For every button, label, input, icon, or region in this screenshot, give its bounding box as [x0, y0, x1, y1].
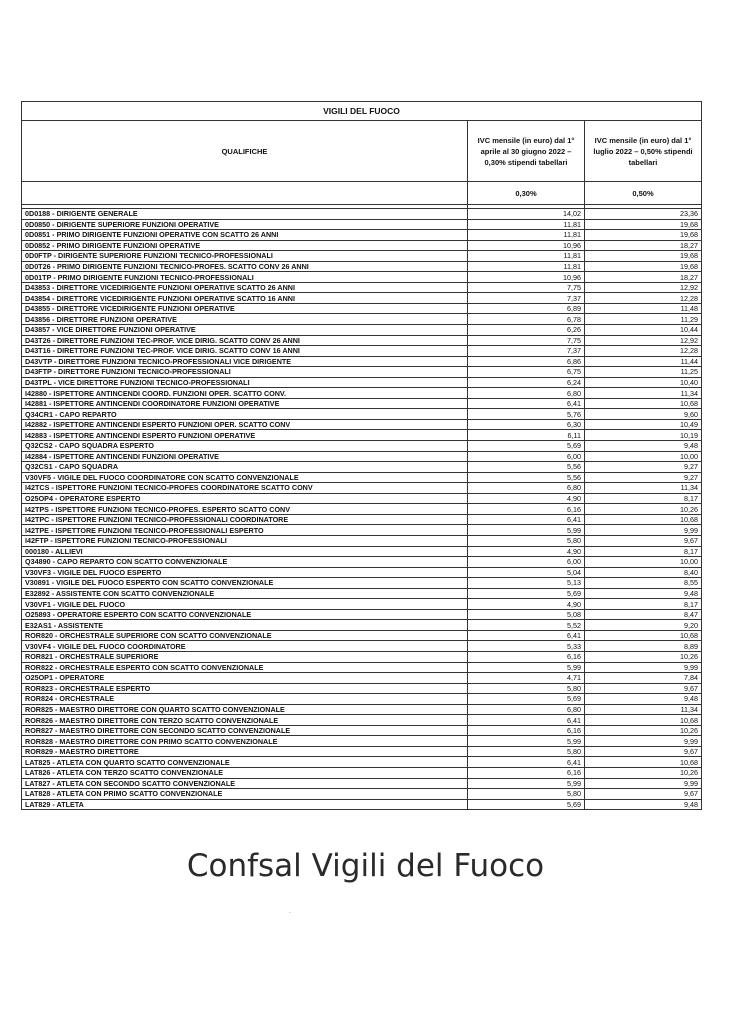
ivc-050-cell: 10,26 [585, 725, 702, 736]
qualifica-cell: D43855 - DIRETTORE VICEDIRIGENTE FUNZIONI OPERATIVE [22, 303, 468, 314]
table-row [22, 451, 702, 462]
qualifica-cell: I42882 - ISPETTORE ANTINCENDI ESPERTO FUNZIONI OPER. SCATTO CONV [22, 419, 468, 430]
qualifica-cell: I42884 - ISPETTORE ANTINCENDI FUNZIONI OPERATIVE [22, 451, 468, 462]
qualifica-cell: LAT827 - ATLETA CON SECONDO SCATTO CONVENZIONALE [22, 778, 468, 789]
qualifica-cell: I42881 - ISPETTORE ANTINCENDI COORDINATORE FUNZIONI OPERATIVE [22, 398, 468, 409]
qualifica-cell: Q32CS2 - CAPO SQUADRA ESPERTO [22, 441, 468, 452]
ivc-030-cell: 6,41 [468, 398, 585, 409]
ivc-030-cell: 6,89 [468, 303, 585, 314]
table-row [22, 609, 702, 620]
qualifica-cell: ROR823 - ORCHESTRALE ESPERTO [22, 683, 468, 694]
qualifica-cell: V30VF1 - VIGILE DEL FUOCO [22, 599, 468, 610]
table-row [22, 303, 702, 314]
qualifica-cell: I42TPC - ISPETTORE FUNZIONI TECNICO-PROFESSIONALI COORDINATORE [22, 514, 468, 525]
percent-empty-cell [22, 182, 468, 205]
ivc-050-cell: 9,99 [585, 778, 702, 789]
qualifica-cell: 000180 - ALLIEVI [22, 546, 468, 557]
ivc-050-cell: 8,17 [585, 493, 702, 504]
ivc-050-cell: 12,28 [585, 293, 702, 304]
table-title: VIGILI DEL FUOCO [22, 102, 702, 121]
ivc-030-cell: 5,76 [468, 409, 585, 420]
ivc-030-cell: 6,16 [468, 651, 585, 662]
ivc-050-cell: 11,48 [585, 303, 702, 314]
ivc-050-cell: 10,00 [585, 557, 702, 568]
table-row [22, 240, 702, 251]
ivc-050-cell: 8,40 [585, 567, 702, 578]
table-row [22, 514, 702, 525]
qualifica-cell: 0D01TP - PRIMO DIRIGENTE FUNZIONI TECNICO-PROFESSIONALI [22, 272, 468, 283]
ivc-030-cell: 7,75 [468, 335, 585, 346]
ivc-050-cell: 7,84 [585, 673, 702, 684]
ivc-050-cell: 9,99 [585, 736, 702, 747]
ivc-050-cell: 11,34 [585, 483, 702, 494]
qualifica-cell: ROR827 - MAESTRO DIRETTORE CON SECONDO SCATTO CONVENZIONALE [22, 725, 468, 736]
qualifica-cell: D43FTP - DIRETTORE FUNZIONI TECNICO-PROFESSIONALI [22, 367, 468, 378]
ivc-030-cell: 4,90 [468, 493, 585, 504]
ivc-030-cell: 5,99 [468, 525, 585, 536]
ivc-050-cell: 10,26 [585, 651, 702, 662]
ivc-030-cell: 5,56 [468, 462, 585, 473]
ivc-050-cell: 9,99 [585, 662, 702, 673]
ivc-050-cell: 23,36 [585, 209, 702, 220]
ivc-030-cell: 6,00 [468, 557, 585, 568]
ivc-030-cell: 7,37 [468, 293, 585, 304]
table-row [22, 799, 702, 810]
ivc-030-cell: 5,80 [468, 789, 585, 800]
table-row [22, 778, 702, 789]
ivc-030-cell: 5,99 [468, 662, 585, 673]
ivc-030-cell: 4,90 [468, 599, 585, 610]
ivc-030-cell: 4,71 [468, 673, 585, 684]
ivc-030-cell: 6,78 [468, 314, 585, 325]
table-row [22, 388, 702, 399]
table-row [22, 335, 702, 346]
table-row [22, 293, 702, 304]
table-row [22, 282, 702, 293]
qualifica-cell: D43853 - DIRETTORE VICEDIRIGENTE FUNZIONI OPERATIVE SCATTO 26 ANNI [22, 282, 468, 293]
table-row [22, 557, 702, 568]
qualifica-cell: O25OP1 - OPERATORE [22, 673, 468, 684]
qualifica-cell: LAT829 - ATLETA [22, 799, 468, 810]
qualifica-cell: I42TCS - ISPETTORE FUNZIONI TECNICO-PROFES COORDINATORE SCATTO CONV [22, 483, 468, 494]
table-row [22, 251, 702, 262]
ivc-030-cell: 6,00 [468, 451, 585, 462]
ivc-050-cell: 12,92 [585, 282, 702, 293]
ivc-030-cell: 11,81 [468, 219, 585, 230]
footer-title: Confsal Vigili del Fuoco [186, 848, 545, 884]
table-row [22, 789, 702, 800]
qualifica-cell: ROR820 - ORCHESTRALE SUPERIORE CON SCATTO CONVENZIONALE [22, 630, 468, 641]
ivc-050-cell: 12,28 [585, 346, 702, 357]
ivc-050-cell: 11,29 [585, 314, 702, 325]
header-ivc-col2: IVC mensile (in euro) dal 1° luglio 2022 – 0,50% stipendi tabellari [585, 121, 702, 182]
ivc-030-cell: 5,80 [468, 746, 585, 757]
qualifica-cell: I42FTP - ISPETTORE FUNZIONI TECNICO-PROFESSIONALI [22, 535, 468, 546]
percent-row [22, 182, 702, 205]
table-row [22, 419, 702, 430]
table-row [22, 662, 702, 673]
qualifica-cell: ROR822 - ORCHESTRALE ESPERTO CON SCATTO CONVENZIONALE [22, 662, 468, 673]
qualifica-cell: O25OP4 - OPERATORE ESPERTO [22, 493, 468, 504]
qualifica-cell: I42TPE - ISPETTORE FUNZIONI TECNICO-PROFESSIONALI ESPERTO [22, 525, 468, 536]
table-row [22, 704, 702, 715]
ivc-030-cell: 6,16 [468, 504, 585, 515]
table-row [22, 651, 702, 662]
qualifica-cell: ROR828 - MAESTRO DIRETTORE CON PRIMO SCATTO CONVENZIONALE [22, 736, 468, 747]
ivc-030-cell: 11,81 [468, 261, 585, 272]
table-row [22, 398, 702, 409]
ivc-050-cell: 9,27 [585, 472, 702, 483]
ivc-050-cell: 10,44 [585, 325, 702, 336]
ivc-030-cell: 6,41 [468, 630, 585, 641]
footer-mark: ´ [289, 913, 291, 919]
ivc-050-cell: 19,68 [585, 219, 702, 230]
table-row [22, 346, 702, 357]
document-table-container [21, 101, 701, 810]
ivc-050-cell: 9,99 [585, 525, 702, 536]
ivc-050-cell: 18,27 [585, 272, 702, 283]
ivc-030-cell: 5,69 [468, 588, 585, 599]
table-row [22, 567, 702, 578]
table-row [22, 641, 702, 652]
qualifica-cell: 0D0850 - DIRIGENTE SUPERIORE FUNZIONI OPERATIVE [22, 219, 468, 230]
table-row [22, 367, 702, 378]
table-row [22, 219, 702, 230]
ivc-030-cell: 6,80 [468, 704, 585, 715]
qualifica-cell: I42TPS - ISPETTORE FUNZIONI TECNICO-PROFES. ESPERTO SCATTO CONV [22, 504, 468, 515]
table-row [22, 620, 702, 631]
ivc-030-cell: 5,69 [468, 694, 585, 705]
qualifica-cell: V30VF5 - VIGILE DEL FUOCO COORDINATORE CON SCATTO CONVENZIONALE [22, 472, 468, 483]
ivc-030-cell: 6,41 [468, 715, 585, 726]
table-row [22, 673, 702, 684]
table-row [22, 746, 702, 757]
qualifica-cell: ROR829 - MAESTRO DIRETTORE [22, 746, 468, 757]
ivc-050-cell: 10,49 [585, 419, 702, 430]
ivc-050-cell: 10,68 [585, 757, 702, 768]
qualifica-cell: Q34CR1 - CAPO REPARTO [22, 409, 468, 420]
ivc-050-cell: 12,92 [585, 335, 702, 346]
qualifica-cell: D43VTP - DIRETTORE FUNZIONI TECNICO-PROFESSIONALI VICE DIRIGENTE [22, 356, 468, 367]
qualifica-cell: D43856 - DIRETTORE FUNZIONI OPERATIVE [22, 314, 468, 325]
qualifica-cell: D43TPL - VICE DIRETTORE FUNZIONI TECNICO-PROFESSIONALI [22, 377, 468, 388]
header-ivc-col1: IVC mensile (in euro) dal 1° aprile al 30 giugno 2022 – 0,30% stipendi tabellari [468, 121, 585, 182]
ivc-030-cell: 10,96 [468, 272, 585, 283]
ivc-050-cell: 9,67 [585, 535, 702, 546]
table-row [22, 377, 702, 388]
qualifica-cell: V30VF4 - VIGILE DEL FUOCO COORDINATORE [22, 641, 468, 652]
table-row [22, 767, 702, 778]
percent-col2: 0,50% [585, 182, 702, 205]
ivc-050-cell: 18,27 [585, 240, 702, 251]
header-qualifiche: QUALIFICHE [22, 121, 468, 182]
ivc-050-cell: 9,48 [585, 799, 702, 810]
table-row [22, 630, 702, 641]
ivc-050-cell: 10,00 [585, 451, 702, 462]
ivc-050-cell: 8,55 [585, 578, 702, 589]
table-row [22, 325, 702, 336]
table-row [22, 493, 702, 504]
ivc-030-cell: 6,24 [468, 377, 585, 388]
qualifica-cell: D43T16 - DIRETTORE FUNZIONI TEC-PROF. VICE DIRIG. SCATTO CONV 16 ANNI [22, 346, 468, 357]
table-row [22, 578, 702, 589]
ivc-050-cell: 9,48 [585, 441, 702, 452]
ivc-030-cell: 6,75 [468, 367, 585, 378]
ivc-050-cell: 11,34 [585, 388, 702, 399]
ivc-050-cell: 8,17 [585, 546, 702, 557]
ivc-030-cell: 5,69 [468, 799, 585, 810]
ivc-030-cell: 6,16 [468, 767, 585, 778]
ivc-050-cell: 9,27 [585, 462, 702, 473]
qualifica-cell: Q32CS1 - CAPO SQUADRA [22, 462, 468, 473]
ivc-030-cell: 6,26 [468, 325, 585, 336]
ivc-050-cell: 9,48 [585, 694, 702, 705]
ivc-050-cell: 11,25 [585, 367, 702, 378]
qualifica-cell: ROR825 - MAESTRO DIRETTORE CON QUARTO SCATTO CONVENZIONALE [22, 704, 468, 715]
header-row [22, 121, 702, 182]
table-row [22, 694, 702, 705]
ivc-030-cell: 5,80 [468, 535, 585, 546]
qualifica-cell: D43854 - DIRETTORE VICEDIRIGENTE FUNZIONI OPERATIVE SCATTO 16 ANNI [22, 293, 468, 304]
ivc-050-cell: 11,44 [585, 356, 702, 367]
qualifica-cell: 0D0188 - DIRIGENTE GENERALE [22, 209, 468, 220]
table-row [22, 683, 702, 694]
qualifica-cell: LAT825 - ATLETA CON QUARTO SCATTO CONVENZIONALE [22, 757, 468, 768]
table-row [22, 715, 702, 726]
table-row [22, 409, 702, 420]
ivc-050-cell: 10,40 [585, 377, 702, 388]
ivc-030-cell: 5,04 [468, 567, 585, 578]
ivc-030-cell: 5,08 [468, 609, 585, 620]
ivc-030-cell: 5,99 [468, 778, 585, 789]
ivc-030-cell: 11,81 [468, 251, 585, 262]
table-body [22, 209, 702, 810]
table-row [22, 462, 702, 473]
table-row [22, 725, 702, 736]
table-row [22, 209, 702, 220]
ivc-table [21, 101, 702, 810]
ivc-050-cell: 10,68 [585, 514, 702, 525]
table-row [22, 472, 702, 483]
table-row [22, 535, 702, 546]
qualifica-cell: 0D0FTP - DIRIGENTE SUPERIORE FUNZIONI TECNICO-PROFESSIONALI [22, 251, 468, 262]
ivc-030-cell: 6,41 [468, 514, 585, 525]
table-row [22, 272, 702, 283]
ivc-030-cell: 10,96 [468, 240, 585, 251]
table-title-row [22, 102, 702, 121]
qualifica-cell: 0D0T26 - PRIMO DIRIGENTE FUNZIONI TECNICO-PROFES. SCATTO CONV 26 ANNI [22, 261, 468, 272]
table-row [22, 525, 702, 536]
table-row [22, 599, 702, 610]
ivc-030-cell: 5,56 [468, 472, 585, 483]
ivc-030-cell: 11,81 [468, 230, 585, 241]
qualifica-cell: I42880 - ISPETTORE ANTINCENDI COORD. FUNZIONI OPER. SCATTO CONV. [22, 388, 468, 399]
ivc-050-cell: 9,60 [585, 409, 702, 420]
table-row [22, 441, 702, 452]
table-row [22, 430, 702, 441]
qualifica-cell: D43857 - VICE DIRETTORE FUNZIONI OPERATIVE [22, 325, 468, 336]
ivc-050-cell: 9,67 [585, 746, 702, 757]
ivc-050-cell: 8,17 [585, 599, 702, 610]
ivc-030-cell: 5,69 [468, 441, 585, 452]
table-row [22, 230, 702, 241]
ivc-050-cell: 11,34 [585, 704, 702, 715]
table-row [22, 736, 702, 747]
qualifica-cell: ROR824 - ORCHESTRALE [22, 694, 468, 705]
ivc-050-cell: 10,26 [585, 767, 702, 778]
ivc-030-cell: 6,16 [468, 725, 585, 736]
ivc-050-cell: 9,67 [585, 683, 702, 694]
ivc-030-cell: 5,80 [468, 683, 585, 694]
ivc-050-cell: 8,89 [585, 641, 702, 652]
table-row [22, 504, 702, 515]
qualifica-cell: D43T26 - DIRETTORE FUNZIONI TEC-PROF. VICE DIRIG. SCATTO CONV 26 ANNI [22, 335, 468, 346]
ivc-050-cell: 10,68 [585, 630, 702, 641]
qualifica-cell: V30891 - VIGILE DEL FUOCO ESPERTO CON SCATTO CONVENZIONALE [22, 578, 468, 589]
ivc-030-cell: 6,41 [468, 757, 585, 768]
table-row [22, 588, 702, 599]
qualifica-cell: 0D0851 - PRIMO DIRIGENTE FUNZIONI OPERATIVE CON SCATTO 26 ANNI [22, 230, 468, 241]
ivc-050-cell: 10,19 [585, 430, 702, 441]
qualifica-cell: ROR826 - MAESTRO DIRETTORE CON TERZO SCATTO CONVENZIONALE [22, 715, 468, 726]
ivc-030-cell: 14,02 [468, 209, 585, 220]
ivc-050-cell: 9,48 [585, 588, 702, 599]
ivc-030-cell: 5,13 [468, 578, 585, 589]
percent-col1: 0,30% [468, 182, 585, 205]
ivc-050-cell: 10,68 [585, 398, 702, 409]
ivc-050-cell: 10,26 [585, 504, 702, 515]
ivc-050-cell: 19,68 [585, 251, 702, 262]
ivc-030-cell: 6,80 [468, 483, 585, 494]
ivc-050-cell: 10,68 [585, 715, 702, 726]
ivc-030-cell: 6,80 [468, 388, 585, 399]
ivc-030-cell: 7,75 [468, 282, 585, 293]
qualifica-cell: LAT826 - ATLETA CON TERZO SCATTO CONVENZIONALE [22, 767, 468, 778]
ivc-050-cell: 19,68 [585, 261, 702, 272]
ivc-050-cell: 9,20 [585, 620, 702, 631]
qualifica-cell: 0D0852 - PRIMO DIRIGENTE FUNZIONI OPERATIVE [22, 240, 468, 251]
ivc-030-cell: 5,33 [468, 641, 585, 652]
table-row [22, 546, 702, 557]
qualifica-cell: Q34890 - CAPO REPARTO CON SCATTO CONVENZIONALE [22, 557, 468, 568]
ivc-050-cell: 8,47 [585, 609, 702, 620]
qualifica-cell: E32AS1 - ASSISTENTE [22, 620, 468, 631]
table-row [22, 483, 702, 494]
qualifica-cell: I42883 - ISPETTORE ANTINCENDI ESPERTO FUNZIONI OPERATIVE [22, 430, 468, 441]
qualifica-cell: V30VF3 - VIGILE DEL FUOCO ESPERTO [22, 567, 468, 578]
ivc-030-cell: 7,37 [468, 346, 585, 357]
table-row [22, 261, 702, 272]
ivc-030-cell: 4,90 [468, 546, 585, 557]
ivc-030-cell: 6,30 [468, 419, 585, 430]
ivc-030-cell: 6,11 [468, 430, 585, 441]
table-row [22, 314, 702, 325]
qualifica-cell: O25893 - OPERATORE ESPERTO CON SCATTO CONVENZIONALE [22, 609, 468, 620]
ivc-030-cell: 5,99 [468, 736, 585, 747]
ivc-050-cell: 9,67 [585, 789, 702, 800]
ivc-030-cell: 6,86 [468, 356, 585, 367]
table-row [22, 757, 702, 768]
ivc-050-cell: 19,68 [585, 230, 702, 241]
qualifica-cell: ROR821 - ORCHESTRALE SUPERIORE [22, 651, 468, 662]
qualifica-cell: LAT828 - ATLETA CON PRIMO SCATTO CONVENZIONALE [22, 789, 468, 800]
qualifica-cell: E32892 - ASSISTENTE CON SCATTO CONVENZIONALE [22, 588, 468, 599]
ivc-030-cell: 5,52 [468, 620, 585, 631]
table-row [22, 356, 702, 367]
